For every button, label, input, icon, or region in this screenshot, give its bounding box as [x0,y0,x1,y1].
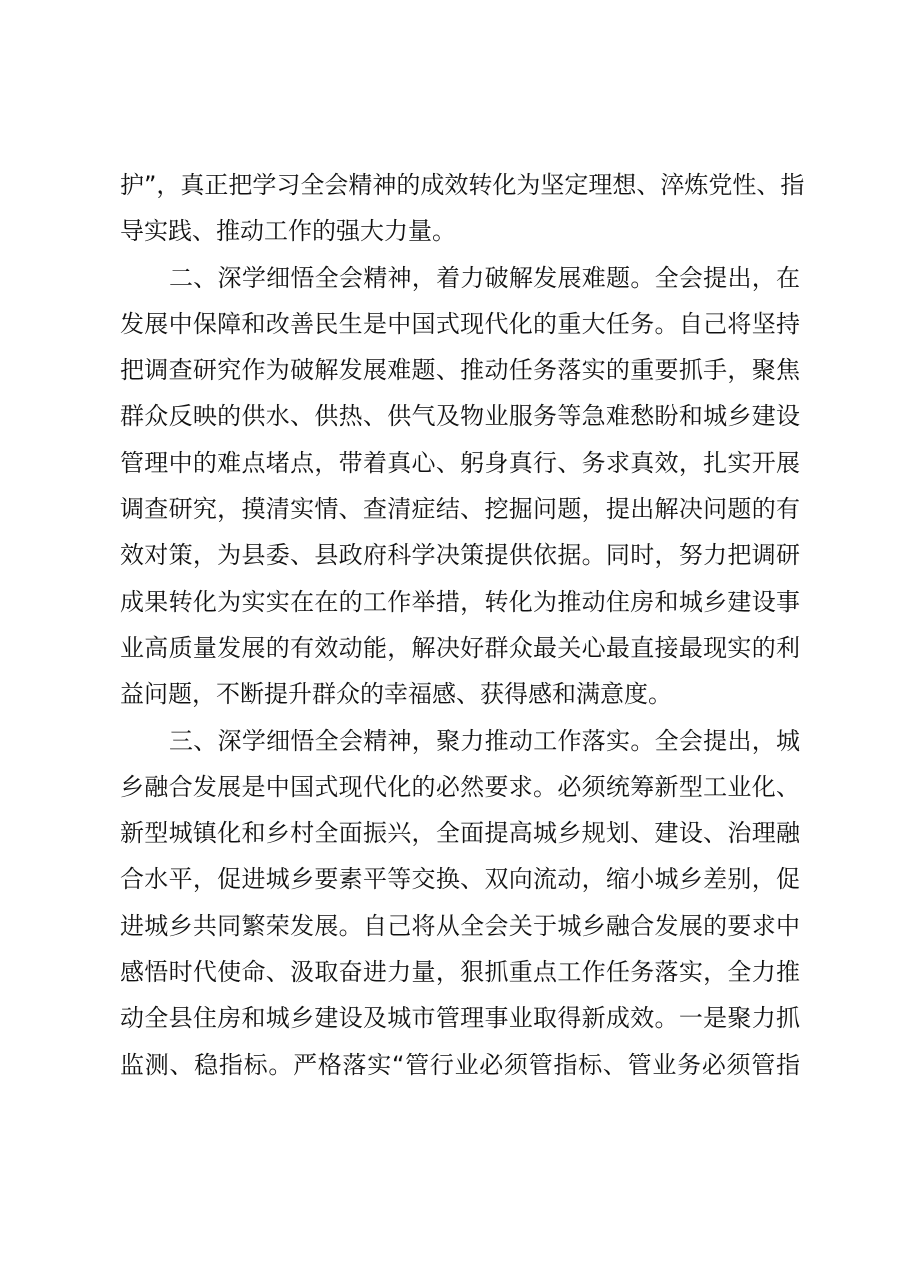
text-line: 进城乡共同繁荣发展。自己将从全会关于城乡融合发展的要求中 [120,911,800,940]
paragraph-first-line: 三、深学细悟全会精神，聚力推动工作落实。全会提出，城 [169,726,800,755]
text-line: 导实践、推动工作的强大力量。 [120,217,456,246]
text-line: 效对策，为县委、县政府科学决策提供依据。同时，努力把调研 [120,541,800,570]
text-line: 乡融合发展是中国式现代化的必然要求。必须统筹新型工业化、 [120,772,800,801]
text-line: 合水平，促进城乡要素平等交换、双向流动，缩小城乡差别，促 [120,865,800,894]
text-line: 调查研究，摸清实情、查清症结、挖掘问题，提出解决问题的有 [120,495,800,524]
text-line: 益问题，不断提升群众的幸福感、获得感和满意度。 [120,680,672,709]
body-text [120,162,805,1088]
text-line: 业高质量发展的有效动能，解决好群众最关心最直接最现实的利 [120,633,800,662]
text-line: 感悟时代使命、汲取奋进力量，狠抓重点工作任务落实，全力推 [120,958,800,987]
text-line: 管理中的难点堵点，带着真心、躬身真行、务求真效，扎实开展 [120,448,800,477]
text-line: 监测、稳指标。严格落实“管行业必须管指标、管业务必须管指 [120,1050,800,1079]
text-line: 把调查研究作为破解发展难题、推动任务落实的重要抓手，聚焦 [120,356,800,385]
text-line: 成果转化为实实在在的工作举措，转化为推动住房和城乡建设事 [120,587,800,616]
text-line: 护”，真正把学习全会精神的成效转化为坚定理想、淬炼党性、指 [120,171,805,199]
text-line: 新型城镇化和乡村全面振兴，全面提高城乡规划、建设、治理融 [120,819,800,848]
paragraph-first-line: 二、深学细悟全会精神，着力破解发展难题。全会提出，在 [169,263,800,292]
text-line: 发展中保障和改善民生是中国式现代化的重大任务。自己将坚持 [120,309,800,338]
text-line: 群众反映的供水、供热、供气及物业服务等急难愁盼和城乡建设 [120,402,800,431]
text-line: 动全县住房和城乡建设及城市管理事业取得新成效。一是聚力抓 [120,1004,800,1033]
